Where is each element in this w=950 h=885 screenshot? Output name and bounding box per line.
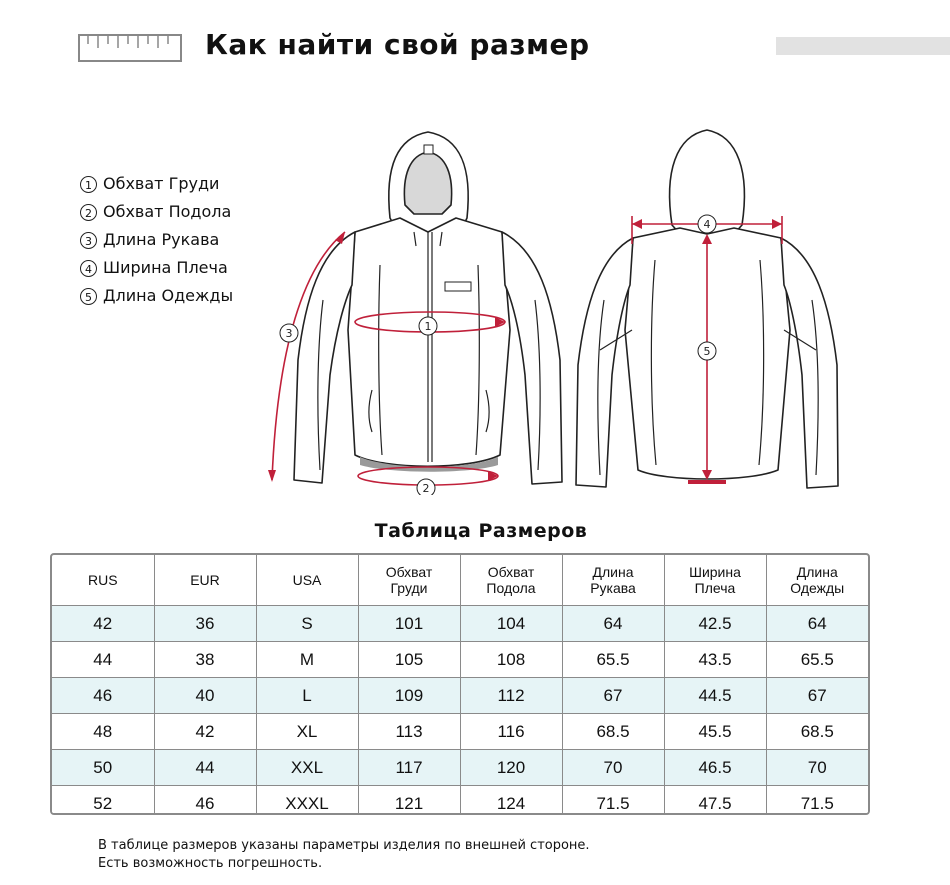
- table-cell: 45.5: [664, 714, 766, 750]
- legend-number: 5: [80, 288, 97, 305]
- table-cell: 64: [766, 606, 868, 642]
- table-cell: 65.5: [766, 642, 868, 678]
- table-cell: 50: [52, 750, 154, 786]
- table-cell: 124: [460, 786, 562, 816]
- table-title: Таблица Размеров: [374, 520, 588, 542]
- table-cell: 68.5: [766, 714, 868, 750]
- table-row: [52, 786, 868, 816]
- col-header-hem: Обхват Подола: [460, 555, 562, 606]
- measurement-legend: [80, 170, 233, 310]
- decorative-bar: [776, 37, 950, 55]
- ruler-icon: [78, 34, 182, 62]
- table-cell: 113: [358, 714, 460, 750]
- table-cell: XXL: [256, 750, 358, 786]
- marker-sleeve: 3: [285, 327, 293, 340]
- col-header-shoulder: Ширина Плеча: [664, 555, 766, 606]
- table-cell: 46: [52, 678, 154, 714]
- table-cell: 42: [52, 606, 154, 642]
- jacket-back-illustration: [568, 125, 848, 495]
- table-cell: 108: [460, 642, 562, 678]
- col-header-rus: RUS: [52, 555, 154, 606]
- legend-label: Длина Рукава: [103, 230, 220, 249]
- marker-length: 5: [703, 345, 711, 358]
- table-cell: 71.5: [562, 786, 664, 816]
- page-title: Как найти свой размер: [205, 28, 590, 61]
- col-header-length: Длина Одежды: [766, 555, 868, 606]
- legend-number: 4: [80, 260, 97, 277]
- legend-label: Обхват Подола: [103, 202, 232, 221]
- table-cell: 67: [562, 678, 664, 714]
- legend-item: [80, 226, 233, 254]
- legend-label: Ширина Плеча: [103, 258, 228, 277]
- table-cell: M: [256, 642, 358, 678]
- table-cell: 38: [154, 642, 256, 678]
- footnote-line: В таблице размеров указаны параметры изделия по внешней стороне.: [98, 838, 590, 853]
- size-table: [52, 555, 868, 815]
- table-cell: 68.5: [562, 714, 664, 750]
- marker-shoulder: 4: [703, 218, 711, 231]
- col-header-eur: EUR: [154, 555, 256, 606]
- table-header-row: [52, 555, 868, 606]
- table-row: [52, 714, 868, 750]
- table-cell: 44.5: [664, 678, 766, 714]
- footnote: [98, 837, 590, 873]
- table-cell: L: [256, 678, 358, 714]
- legend-item: [80, 198, 233, 226]
- table-cell: 101: [358, 606, 460, 642]
- table-cell: S: [256, 606, 358, 642]
- footnote-line: Есть возможность погрешность.: [98, 856, 323, 871]
- table-cell: 71.5: [766, 786, 868, 816]
- table-cell: 43.5: [664, 642, 766, 678]
- table-cell: 47.5: [664, 786, 766, 816]
- table-cell: 44: [52, 642, 154, 678]
- legend-number: 1: [80, 176, 97, 193]
- table-cell: 112: [460, 678, 562, 714]
- col-header-usa: USA: [256, 555, 358, 606]
- table-cell: 64: [562, 606, 664, 642]
- marker-hem: 2: [422, 482, 430, 495]
- table-cell: 104: [460, 606, 562, 642]
- table-cell: XXXL: [256, 786, 358, 816]
- legend-label: Обхват Груди: [103, 174, 220, 193]
- table-cell: 40: [154, 678, 256, 714]
- table-cell: 121: [358, 786, 460, 816]
- table-row: [52, 750, 868, 786]
- table-cell: 65.5: [562, 642, 664, 678]
- legend-label: Длина Одежды: [103, 286, 234, 305]
- jacket-front-illustration: [268, 125, 580, 495]
- legend-item: [80, 254, 233, 282]
- table-cell: 70: [766, 750, 868, 786]
- table-cell: 44: [154, 750, 256, 786]
- table-cell: 70: [562, 750, 664, 786]
- legend-number: 3: [80, 232, 97, 249]
- legend-item: [80, 282, 233, 310]
- table-cell: 36: [154, 606, 256, 642]
- table-cell: 46.5: [664, 750, 766, 786]
- table-cell: 67: [766, 678, 868, 714]
- table-cell: 105: [358, 642, 460, 678]
- table-row: [52, 678, 868, 714]
- marker-chest: 1: [424, 320, 432, 333]
- size-table-frame: [50, 553, 870, 815]
- table-cell: 120: [460, 750, 562, 786]
- table-row: [52, 606, 868, 642]
- table-cell: XL: [256, 714, 358, 750]
- table-cell: 109: [358, 678, 460, 714]
- table-cell: 116: [460, 714, 562, 750]
- legend-item: [80, 170, 233, 198]
- table-row: [52, 642, 868, 678]
- table-cell: 48: [52, 714, 154, 750]
- table-cell: 42.5: [664, 606, 766, 642]
- col-header-sleeve: Длина Рукава: [562, 555, 664, 606]
- legend-number: 2: [80, 204, 97, 221]
- col-header-chest: Обхват Груди: [358, 555, 460, 606]
- table-cell: 52: [52, 786, 154, 816]
- table-cell: 117: [358, 750, 460, 786]
- table-cell: 46: [154, 786, 256, 816]
- table-cell: 42: [154, 714, 256, 750]
